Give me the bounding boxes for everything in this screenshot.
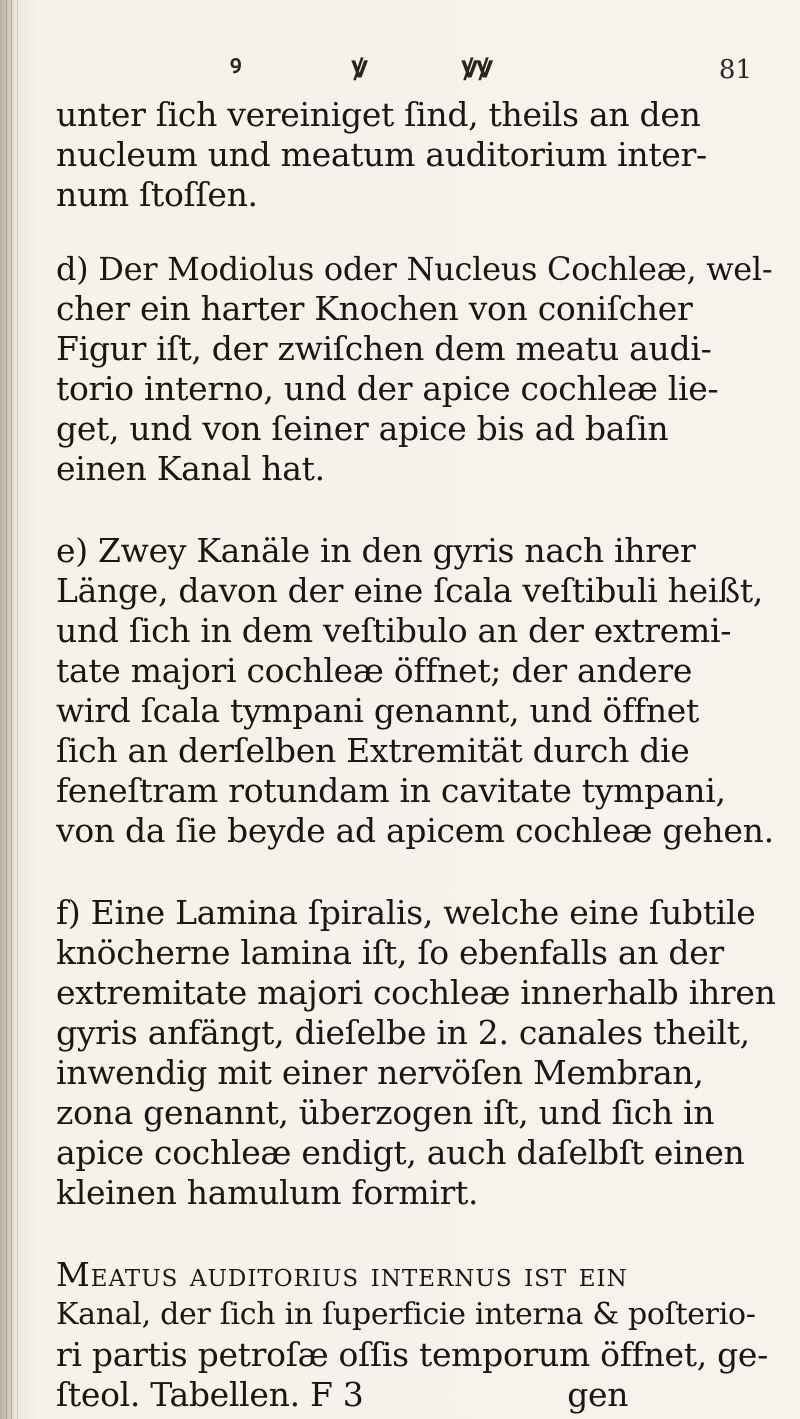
text-line: tate majori cochleæ öffnet; der andere	[56, 651, 693, 690]
paragraph-meatus	[56, 1255, 778, 1415]
paragraph-f-lamina	[56, 893, 778, 1213]
signature-mark: ꝟꝟ	[462, 50, 493, 85]
binding-shadow	[0, 0, 16, 1419]
text-line: apice cochleæ endigt, auch daſelbſt einen	[56, 1133, 745, 1172]
text-line: wird ſcala tympani genannt, und öffnet	[56, 691, 699, 730]
text-line: einen Kanal hat.	[56, 449, 325, 488]
binding-rule	[6, 0, 7, 1419]
text-line: Meatus auditorius internus iſt ein	[56, 1255, 628, 1294]
page-body	[56, 95, 778, 1415]
text-line: cher ein harter Knochen von coniſcher	[56, 289, 693, 328]
text-line: ri partis petroſæ oſſis temporum öffnet, ge-	[56, 1335, 768, 1374]
text-line: Kanal, der ſich in ſuperficie interna & poſterio-	[56, 1297, 756, 1332]
text-line: ſteol. Tabellen. F 3 gen	[56, 1375, 629, 1414]
text-line: Länge, davon der eine ſcala veſtibuli heißt,	[56, 571, 763, 610]
paragraph-e-kanaele	[56, 531, 778, 851]
paragraph-continuation	[56, 95, 778, 215]
page-number: 81	[718, 55, 752, 85]
signature-mark: ꝰ	[230, 50, 242, 85]
text-line: extremitate majori cochleæ innerhalb ihren	[56, 973, 776, 1012]
text-line: get, und von ſeiner apice bis ad baſin	[56, 409, 669, 448]
text-line: zona genannt, überzogen iſt, und ſich in	[56, 1093, 715, 1132]
text-line: Figur iſt, der zwiſchen dem meatu audi-	[56, 329, 712, 368]
text-line: nucleum und meatum auditorium inter-	[56, 135, 707, 174]
text-line: kleinen hamulum formirt.	[56, 1173, 479, 1212]
text-line: e) Zwey Kanäle in den gyris nach ihrer	[56, 531, 696, 570]
text-line: inwendig mit einer nervöſen Membran,	[56, 1053, 704, 1092]
binding-rule	[17, 0, 18, 1419]
text-line: und ſich in dem veſtibulo an der extremi-	[56, 611, 732, 650]
signature-mark: ꝟ	[352, 50, 368, 85]
binding-rule	[11, 0, 12, 1419]
text-line: ſich an derſelben Extremität durch die	[56, 731, 690, 770]
text-line: num ſtoſſen.	[56, 175, 258, 214]
text-line: unter ſich vereiniget ſind, theils an den	[56, 95, 701, 134]
page-header	[0, 50, 800, 90]
text-line: von da ſie beyde ad apicem cochleæ gehen.	[56, 811, 774, 850]
text-line: knöcherne lamina iſt, ſo ebenfalls an der	[56, 933, 724, 972]
text-line: f) Eine Lamina ſpiralis, welche eine ſubtile	[56, 893, 756, 932]
text-line: torio interno, und der apice cochleæ lie-	[56, 369, 719, 408]
text-line: gyris anfängt, dieſelbe in 2. canales theilt,	[56, 1013, 750, 1052]
paragraph-d-modiolus	[56, 249, 778, 489]
text-line: d) Der Modiolus oder Nucleus Cochleæ, wel-	[56, 250, 773, 288]
text-line: feneſtram rotundam in cavitate tympani,	[56, 771, 726, 810]
